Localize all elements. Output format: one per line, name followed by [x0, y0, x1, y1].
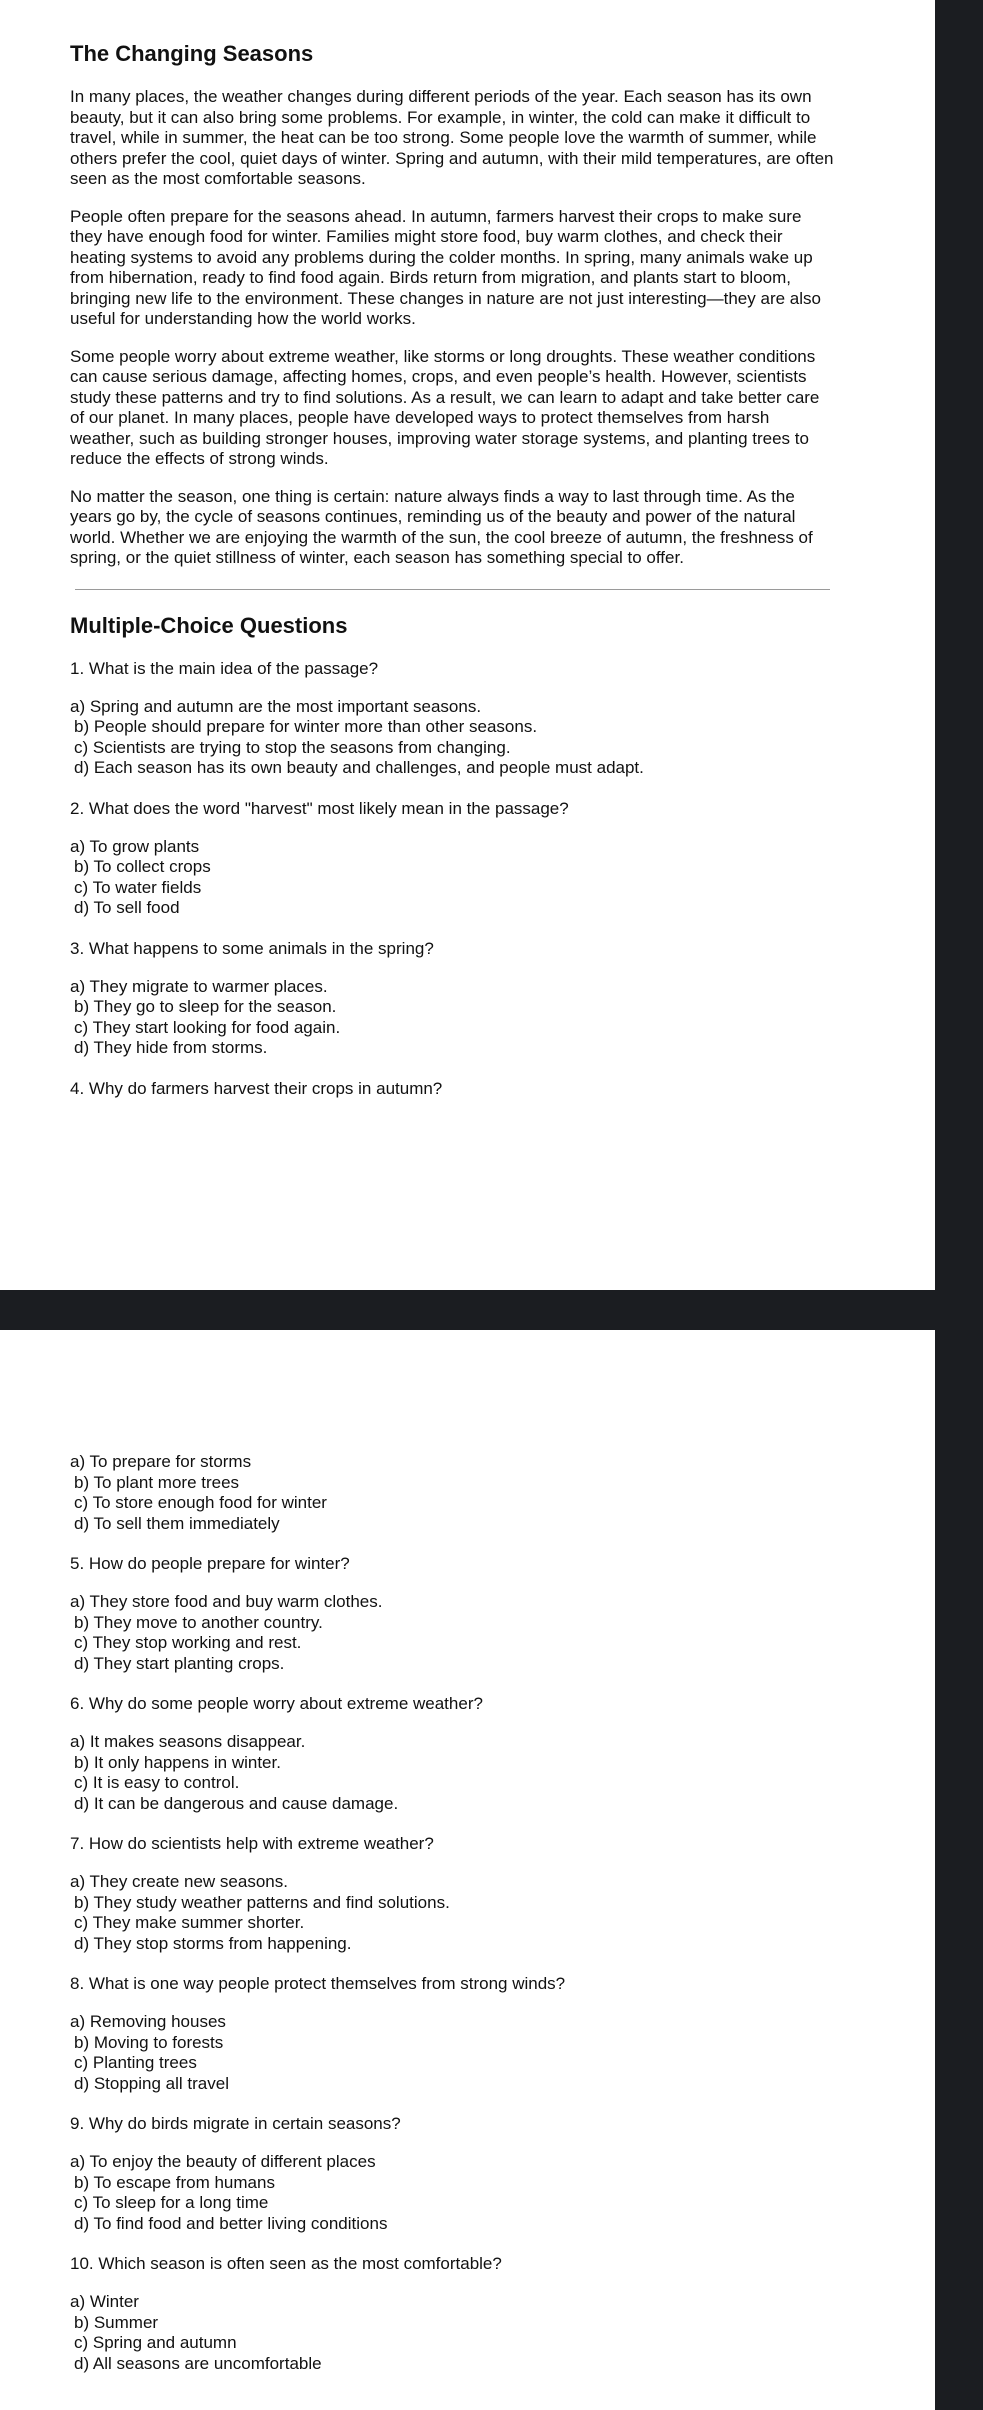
page-1-content [70, 40, 835, 1117]
option-list [70, 1732, 835, 1814]
option-b: b) It only happens in winter. [74, 1752, 281, 1772]
question-text: 2. What does the word "harvest" most likely mean in the passage? [70, 798, 569, 818]
passage-title: The Changing Seasons [70, 41, 314, 66]
question-text: 10. Which season is often seen as the most comfortable? [70, 2254, 502, 2273]
option-a: a) Winter [70, 2292, 139, 2311]
question-10 [70, 2253, 835, 2374]
option-list [70, 837, 835, 919]
option-d: d) They stop storms from happening. [74, 1933, 352, 1953]
question-3 [70, 938, 835, 1059]
question-text: 5. How do people prepare for winter? [70, 1554, 350, 1573]
option-a: a) Removing houses [70, 2012, 226, 2031]
question-5 [70, 1553, 835, 1674]
question-text: 3. What happens to some animals in the spring? [70, 938, 434, 958]
option-b: b) To escape from humans [74, 2172, 275, 2192]
question-text: 4. Why do farmers harvest their crops in autumn? [70, 1078, 443, 1098]
passage-paragraph-3: Some people worry about extreme weather, like storms or long droughts. These weather conditions can cause serious damage, affecting homes, crops, and even people’s health. However, scientists study these patterns and try to find solutions. As a result, we can learn to adapt and take better care of our planet. In many places, people have developed ways to protect themselves from harsh weather, such as building stronger houses, improving water storage systems, and planting trees to reduce the effects of strong winds. [70, 346, 820, 468]
option-d: d) Stopping all travel [74, 2073, 229, 2093]
option-c: c) They start looking for food again. [74, 1017, 341, 1037]
option-a: a) They migrate to warmer places. [70, 976, 328, 996]
option-c: c) Planting trees [74, 2053, 197, 2072]
option-a: a) To enjoy the beauty of different places [70, 2152, 376, 2171]
option-b: b) Moving to forests [74, 2032, 224, 2052]
option-list [70, 2152, 835, 2234]
option-d: d) To sell them immediately [74, 1513, 280, 1533]
option-c: c) They stop working and rest. [74, 1633, 302, 1652]
question-4-option-list [70, 1452, 835, 1534]
question-2 [70, 798, 835, 919]
question-1 [70, 658, 835, 779]
option-c: c) It is easy to control. [74, 1773, 240, 1792]
option-c: c) To store enough food for winter [74, 1493, 327, 1512]
option-a: a) They create new seasons. [70, 1872, 288, 1891]
passage-paragraph-1: In many places, the weather changes during different periods of the year. Each season has its own beauty, but it can also bring some problems. For example, in winter, the cold can make it difficult to travel, while in summer, the heat can be too strong. Some people love the warmth of summer, while others prefer the cool, quiet days of winter. Spring and autumn, with their mild temperatures, are often seen as the most comfortable seasons. [70, 87, 834, 188]
option-c: c) To water fields [74, 877, 202, 897]
option-b: b) To collect crops [74, 857, 211, 876]
option-b: b) Summer [74, 2312, 159, 2332]
question-text: 6. Why do some people worry about extreme weather? [70, 1694, 483, 1713]
page-2-content [70, 1452, 835, 2393]
question-6 [70, 1693, 835, 1814]
option-list [70, 697, 835, 779]
option-d: d) To find food and better living conditions [74, 2213, 388, 2233]
option-d: d) It can be dangerous and cause damage. [74, 1793, 399, 1813]
option-c: c) Spring and autumn [74, 2333, 237, 2352]
option-a: a) Spring and autumn are the most important seasons. [70, 696, 482, 716]
question-4 [70, 1078, 835, 1099]
option-a: a) They store food and buy warm clothes. [70, 1592, 383, 1611]
option-c: c) They make summer shorter. [74, 1913, 305, 1932]
question-9 [70, 2113, 835, 2234]
option-list [70, 2292, 835, 2374]
question-text: 8. What is one way people protect themselves from strong winds? [70, 1974, 566, 1993]
option-a: a) To grow plants [70, 836, 200, 856]
option-b: b) To plant more trees [74, 1472, 240, 1492]
question-text: 9. Why do birds migrate in certain seasons? [70, 2114, 401, 2133]
option-c: c) To sleep for a long time [74, 2193, 269, 2212]
option-list [70, 2012, 835, 2094]
option-d: d) All seasons are uncomfortable [74, 2353, 322, 2373]
option-c: c) Scientists are trying to stop the seasons from changing. [74, 737, 511, 757]
question-text: 1. What is the main idea of the passage? [70, 658, 379, 678]
option-b: b) They move to another country. [74, 1612, 323, 1632]
option-list [70, 1592, 835, 1674]
option-d: d) They hide from storms. [74, 1038, 268, 1057]
passage-paragraph-2: People often prepare for the seasons ahead. In autumn, farmers harvest their crops to make sure they have enough food for winter. Families might store food, buy warm clothes, and check their heating systems to avoid any problems during the colder months. In spring, many animals wake up from hibernation, ready to find food again. Birds return from migration, and plants start to bloom, bringing new life to the environment. These changes in nature are not just interesting—they are also useful for understanding how the world works. [70, 206, 821, 328]
option-a: a) It makes seasons disappear. [70, 1732, 306, 1751]
option-list [70, 977, 835, 1059]
option-d: d) Each season has its own beauty and challenges, and people must adapt. [74, 758, 644, 777]
option-b: b) They go to sleep for the season. [74, 997, 337, 1016]
question-text: 7. How do scientists help with extreme weather? [70, 1834, 434, 1853]
option-d: d) They start planting crops. [74, 1653, 285, 1673]
passage-paragraph-4: No matter the season, one thing is certain: nature always finds a way to last through time. As the years go by, the cycle of seasons continues, reminding us of the beauty and power of the natural world. Whether we are enjoying the warmth of the sun, the cool breeze of autumn, the freshness of spring, or the quiet stillness of winter, each season has something special to offer. [70, 486, 813, 567]
option-a: a) To prepare for storms [70, 1452, 252, 1471]
question-7 [70, 1833, 835, 1954]
section-divider [75, 589, 830, 590]
option-list [70, 1872, 835, 1954]
mcq-heading: Multiple-Choice Questions [70, 612, 348, 638]
option-d: d) To sell food [74, 898, 180, 917]
option-b: b) People should prepare for winter more than other seasons. [74, 717, 538, 736]
question-8 [70, 1973, 835, 2094]
document-page-2 [0, 1330, 935, 2410]
option-b: b) They study weather patterns and find solutions. [74, 1892, 450, 1912]
